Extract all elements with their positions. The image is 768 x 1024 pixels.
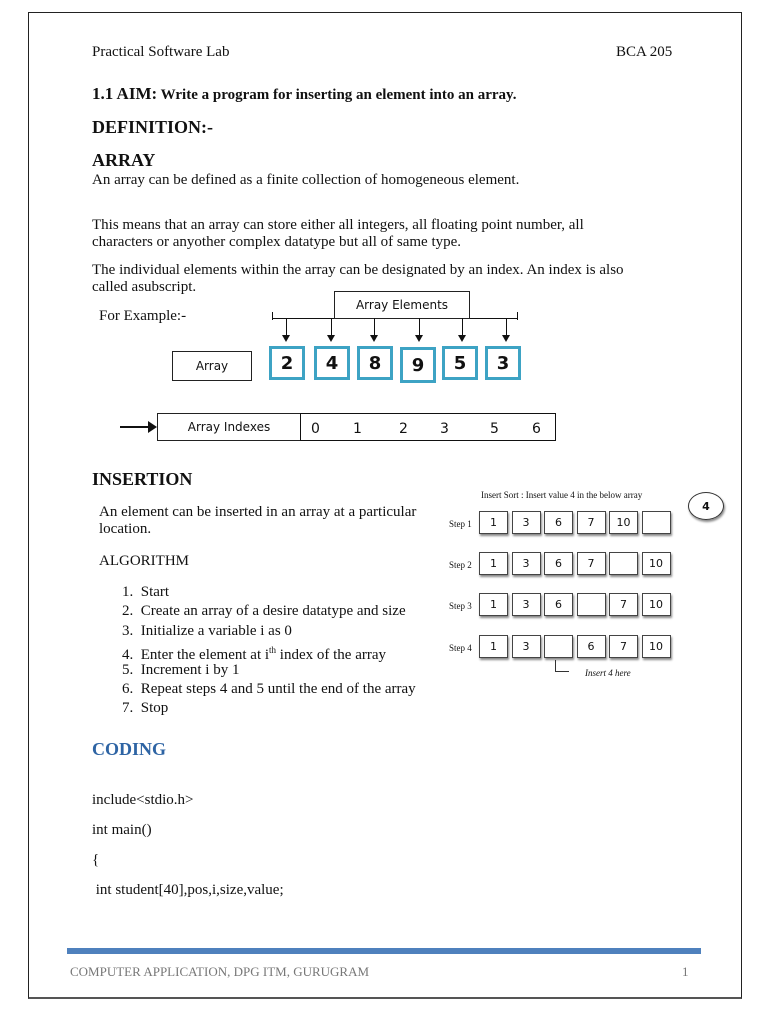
insertion-text: location. [99,521,152,537]
step-cell: 10 [642,635,671,658]
arrow-down-icon [462,318,463,336]
item-number: 6. [122,681,134,697]
array-cell: 5 [442,346,478,380]
step-cell: 3 [512,552,541,575]
index-value: 5 [490,421,499,437]
item-number: 2. [122,603,134,619]
step-cell [577,593,606,616]
list-item [122,623,292,640]
step-cell [544,635,573,658]
paragraph: An array can be defined as a finite collection of homogeneous element. [92,172,520,188]
arrow-down-icon [331,318,332,336]
step-cell: 7 [577,511,606,534]
index-value: 0 [311,421,320,437]
step-cell [609,552,638,575]
for-example: For Example:- [99,308,187,324]
insertion-heading: INSERTION [92,469,193,489]
list-item [122,662,239,679]
item-number: 4. [122,647,134,663]
step-cell: 7 [609,635,638,658]
step-cell: 10 [642,552,671,575]
arrow-down-icon [419,318,420,336]
step-cell: 10 [609,511,638,534]
array-cell: 8 [357,346,393,380]
header-right: BCA 205 [616,44,673,60]
bracket-end [517,312,518,320]
value-circle: 4 [688,492,724,520]
list-item [122,584,169,601]
arrow-right-icon [555,671,569,672]
list-item [122,700,168,717]
step-cell: 3 [512,593,541,616]
step-cell: 6 [544,593,573,616]
aim [92,85,516,104]
item-number: 1. [122,584,134,600]
item-text: Create an array of a desire datatype and size [140,603,406,619]
insert-figure-title: Insert Sort : Insert value 4 in the below array [481,490,643,500]
arrow-down-icon [506,318,507,336]
superscript: th [269,645,277,655]
step-cell: 1 [479,593,508,616]
list-item [122,681,416,698]
index-value: 1 [353,421,362,437]
array-cell: 4 [314,346,350,380]
aim-label: 1.1 AIM: [92,84,158,103]
step-label: Step 4 [449,643,472,653]
step-cell: 1 [479,635,508,658]
array-cell: 2 [269,346,305,380]
paragraph: called asubscript. [92,279,197,295]
arrow-right-icon [120,426,150,428]
item-text: Start [140,584,170,600]
index-value: 2 [399,421,408,437]
indexes-box [300,413,556,441]
step-cell: 6 [577,635,606,658]
step-label: Step 2 [449,560,472,570]
step-label: Step 3 [449,601,472,611]
item-text: index of the array [276,647,386,663]
array-indexes-label: Array Indexes [157,413,301,441]
item-text: Stop [140,700,169,716]
array-elements-label: Array Elements [334,291,470,319]
algorithm-heading: ALGORITHM [99,553,189,569]
paragraph: The individual elements within the array can be designated by an index. An index is also [92,262,624,278]
array-label: Array [172,351,252,381]
footer-text: COMPUTER APPLICATION, DPG ITM, GURUGRAM [70,964,370,979]
list-item [122,642,386,664]
code-line: int student[40],pos,i,size,value; [92,882,284,898]
step-cell: 1 [479,552,508,575]
code-line: include<stdio.h> [92,792,194,808]
step-cell: 1 [479,511,508,534]
list-item [122,603,406,620]
arrow-head [148,421,157,433]
code-line: int main() [92,822,152,838]
array-cell: 3 [485,346,521,380]
insertion-text: An element can be inserted in an array at a particular [99,504,417,520]
paragraph: This means that an array can store either all integers, all floating point number, all [92,217,584,233]
step-cell [642,511,671,534]
paragraph: characters or anyother complex datatype but all of same type. [92,234,462,250]
aim-text: Write a program for inserting an element into an array. [160,87,517,103]
item-number: 3. [122,623,134,639]
array-cell: 9 [400,347,436,383]
step-cell: 7 [577,552,606,575]
header-left: Practical Software Lab [92,44,230,60]
arrow-down-icon [286,318,287,336]
index-value: 6 [532,421,541,437]
item-number: 5. [122,662,134,678]
step-cell: 6 [544,511,573,534]
bracket-end [272,312,273,320]
page-number: 1 [682,964,689,979]
item-text: Initialize a variable i as 0 [140,623,292,639]
array-heading: ARRAY [92,150,156,170]
step-cell: 10 [642,593,671,616]
item-text: Increment i by 1 [140,662,240,678]
item-number: 7. [122,700,134,716]
coding-heading: CODING [92,739,167,759]
step-label: Step 1 [449,519,472,529]
insert-note: Insert 4 here [585,668,631,678]
index-value: 3 [440,421,449,437]
definition-heading: DEFINITION:- [92,117,214,137]
step-cell: 3 [512,511,541,534]
arrow-down-icon [374,318,375,336]
step-cell: 3 [512,635,541,658]
step-cell: 7 [609,593,638,616]
step-cell: 6 [544,552,573,575]
footer-bar [67,948,701,954]
item-text: Repeat steps 4 and 5 until the end of the array [140,681,416,697]
code-line: { [92,852,100,868]
item-text: Enter the element at i [140,647,270,663]
